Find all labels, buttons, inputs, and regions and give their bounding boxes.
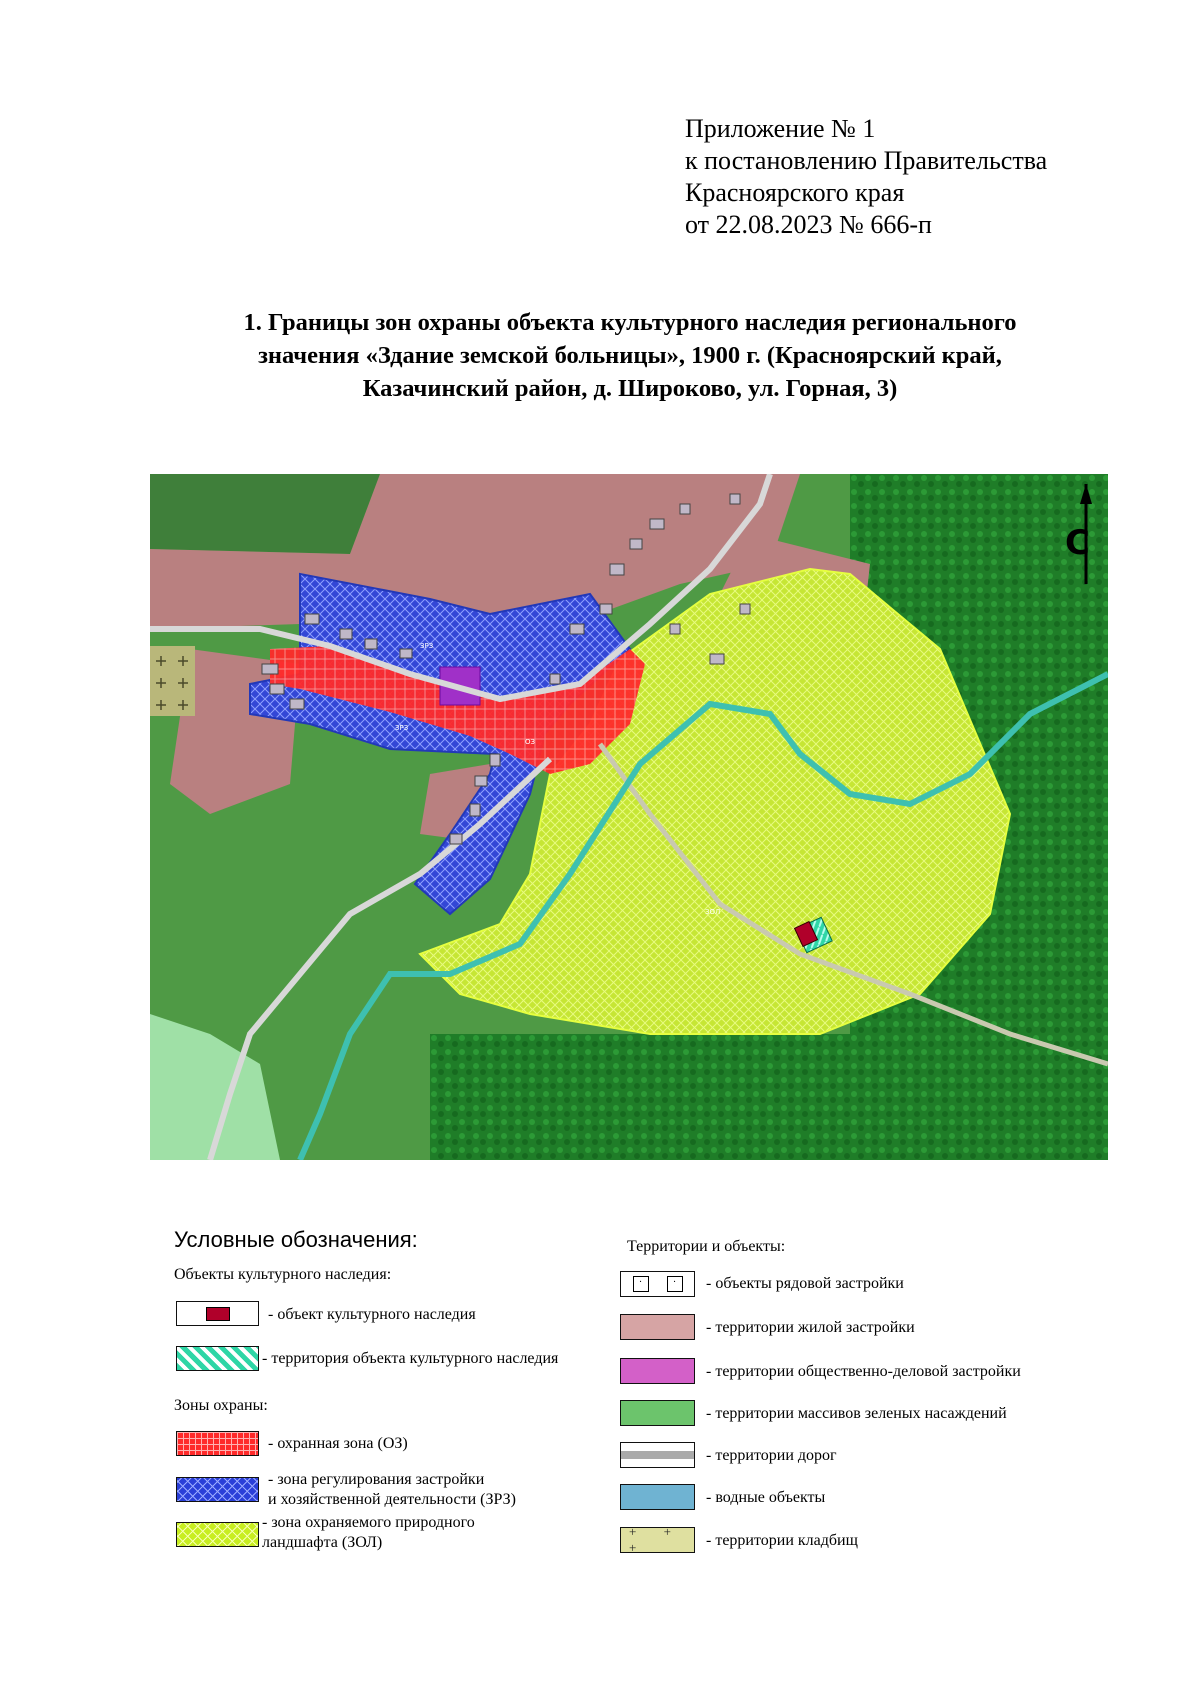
map-forest-south	[430, 1034, 930, 1160]
legend-swatch-ordinary-buildings	[620, 1271, 695, 1297]
map-label-oz: ОЗ	[525, 738, 535, 746]
legend-label-cemeteries: - территории кладбищ	[706, 1532, 858, 1549]
document-title	[150, 306, 1110, 405]
legend-heritage-heading: Объекты культурного наследия:	[174, 1266, 392, 1283]
appendix-line-4: от 22.08.2023 № 666-п	[685, 210, 932, 239]
legend-swatch-roads	[620, 1442, 695, 1468]
title-line-3: Казачинский район, д. Широково, ул. Горная, 3)	[362, 375, 898, 402]
legend-swatch-public-business	[620, 1358, 695, 1384]
appendix-line-3: Красноярского края	[685, 178, 905, 207]
legend-label-zrz-1: - зона регулирования застройки	[268, 1471, 485, 1488]
legend-swatch-green-areas	[620, 1400, 695, 1426]
legend-swatch-cemeteries	[620, 1524, 695, 1555]
cemetery-plus-icon: + + +	[629, 1524, 683, 1555]
legend-swatch-residential	[620, 1314, 695, 1340]
legend-swatch-zol	[176, 1522, 259, 1547]
legend-label-zrz-2: и хозяйственной деятельности (ЗРЗ)	[268, 1491, 516, 1508]
building-square-icon: ·	[633, 1276, 649, 1292]
legend-heading: Условные обозначения:	[174, 1227, 418, 1252]
map-label-zrz-north: ЗРЗ	[420, 642, 434, 650]
legend-label-water: - водные объекты	[706, 1489, 826, 1506]
map-label-zrz-south: ЗРЗ	[395, 724, 409, 732]
appendix-line-2: к постановлению Правительства	[685, 146, 1048, 175]
legend-label-heritage-territory: - территория объекта культурного наследия	[262, 1350, 559, 1367]
legend-label-residential: - территории жилой застройки	[706, 1319, 915, 1336]
appendix-header	[685, 113, 1047, 241]
legend-label-roads: - территории дорог	[706, 1447, 837, 1464]
legend-label-heritage-object: - объект культурного наследия	[268, 1306, 476, 1323]
legend-label-zol-1: - зона охраняемого природного	[262, 1514, 475, 1531]
north-arrow-letter: С	[1065, 523, 1090, 563]
map-forest-northwest	[150, 474, 380, 554]
protection-zones-map	[150, 474, 1108, 1160]
legend-swatch-oz	[176, 1431, 259, 1456]
legend-territories-heading: Территории и объекты:	[627, 1238, 786, 1255]
legend-label-ordinary-buildings: - объекты рядовой застройки	[706, 1275, 904, 1292]
legend-label-green-areas: - территории массивов зеленых насаждений	[706, 1405, 1007, 1422]
heritage-object-icon	[206, 1307, 230, 1321]
legend-label-public-business: - территории общественно-деловой застройки	[706, 1363, 1021, 1380]
appendix-line-1: Приложение № 1	[685, 114, 876, 143]
legend-swatch-heritage-object	[176, 1301, 259, 1326]
legend-label-oz: - охранная зона (ОЗ)	[268, 1435, 408, 1452]
title-line-2: значения «Здание земской больницы», 1900 г. (Красноярский край,	[258, 342, 1002, 369]
legend-zones-heading: Зоны охраны:	[174, 1397, 268, 1414]
title-line-1: 1. Границы зон охраны объекта культурного наследия регионального	[243, 309, 1017, 336]
legend-swatch-heritage-territory	[176, 1346, 259, 1371]
legend-label-zol-2: ландшафта (ЗОЛ)	[262, 1534, 383, 1551]
legend-swatch-zrz	[176, 1477, 259, 1502]
map-label-zol: ЗОЛ	[705, 908, 721, 916]
map-cemetery	[150, 646, 195, 716]
building-square-icon: ·	[667, 1276, 683, 1292]
legend-swatch-water	[620, 1484, 695, 1510]
